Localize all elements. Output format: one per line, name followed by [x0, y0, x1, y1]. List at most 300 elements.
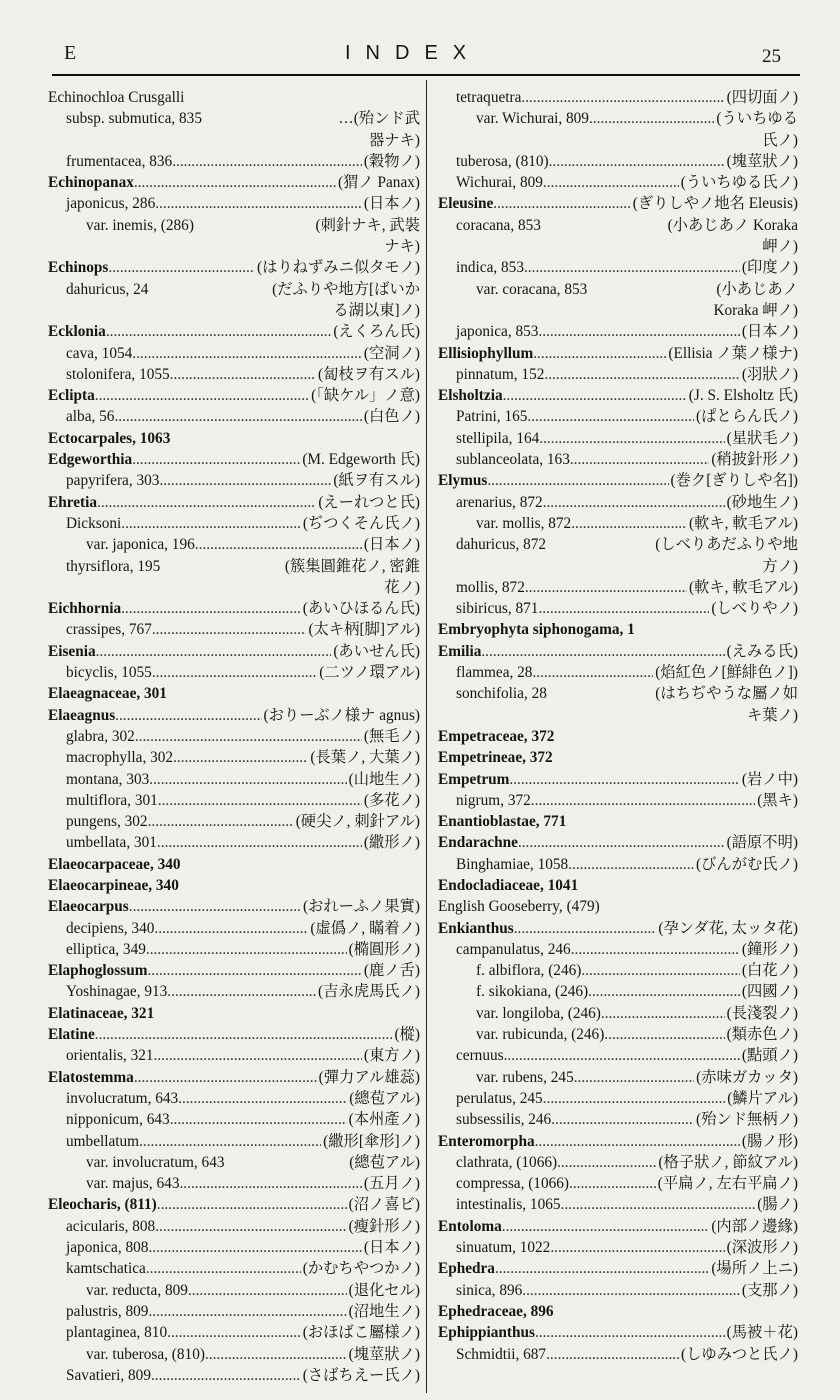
index-entry	[438, 1322, 798, 1343]
entry-gloss: (しべりやノ)	[711, 600, 798, 618]
entry-gloss: (沼地生ノ)	[348, 1302, 420, 1320]
index-entry	[48, 1109, 420, 1130]
dot-leader	[132, 343, 362, 364]
entry-gloss: (日本ノ)	[363, 536, 420, 554]
entry-gloss: (おりーぶノ様ナ agnus)	[263, 706, 420, 724]
entry-gloss: (さばちえー氏ノ)	[302, 1366, 420, 1384]
index-entry	[438, 364, 798, 385]
index-entry	[48, 769, 420, 790]
dot-leader	[538, 321, 739, 342]
dot-leader	[147, 960, 361, 981]
entry-term: Eleusine	[438, 195, 494, 213]
index-entry	[438, 1152, 798, 1173]
index-entry	[48, 108, 420, 129]
dot-leader	[132, 449, 300, 470]
entry-gloss: (硬尖ノ, 刺針アル)	[295, 813, 420, 831]
dot-leader	[135, 726, 362, 747]
index-entry	[48, 662, 420, 683]
index-entry	[48, 981, 420, 1002]
entry-term: Elsholtzia	[438, 387, 503, 405]
index-entry	[438, 811, 798, 832]
dot-leader	[173, 747, 308, 768]
entry-term: English Gooseberry, (479)	[438, 898, 600, 916]
entry-term: arenarius, 872	[456, 493, 543, 511]
leader-gap	[225, 1152, 348, 1173]
entry-term: glabra, 302	[66, 727, 135, 745]
entry-gloss: (二ツノ環アル)	[319, 664, 420, 682]
dot-leader	[543, 1088, 726, 1109]
index-entry	[48, 193, 420, 214]
entry-term: umbellata, 301	[66, 834, 157, 852]
dot-leader	[129, 896, 301, 917]
entry-term: sonchifolia, 28	[456, 685, 547, 703]
dot-leader	[188, 1280, 347, 1301]
dot-leader	[148, 1301, 346, 1322]
index-entry	[48, 918, 420, 939]
dot-leader	[155, 1216, 346, 1237]
entry-term: acicularis, 808	[66, 1217, 156, 1235]
entry-gloss: (ぢつくそん氏ノ)	[302, 514, 420, 532]
dot-leader	[549, 151, 725, 172]
entry-term: Elaphoglossum	[48, 962, 148, 980]
entry-term: Embryophyta siphonogama, 1	[438, 621, 635, 639]
index-entry	[48, 1301, 420, 1322]
header-rule	[52, 74, 800, 76]
entry-term: montana, 303	[66, 770, 150, 788]
index-entry	[438, 875, 798, 896]
entry-term: f. albiflora, (246)	[476, 962, 582, 980]
entry-term: var. majus, 643	[86, 1175, 180, 1193]
index-entry	[48, 406, 420, 427]
dot-leader	[509, 769, 740, 790]
entry-term: sinica, 896	[456, 1281, 523, 1299]
entry-term: Ephippianthus	[438, 1324, 535, 1342]
leader-gap	[547, 683, 653, 704]
index-entry	[438, 1088, 798, 1109]
entry-gloss: (かむちやつかノ)	[302, 1260, 420, 1278]
entry-gloss: (焰紅色ノ[鮮緋色ノ])	[655, 664, 798, 682]
entry-term: cava, 1054	[66, 344, 133, 362]
entry-gloss: (腸ノ)	[757, 1196, 798, 1214]
leader-gap	[194, 215, 314, 236]
dot-leader	[146, 939, 347, 960]
dot-leader	[574, 1067, 694, 1088]
entry-gloss: (空洞ノ)	[363, 344, 420, 362]
dot-leader	[524, 257, 740, 278]
entry-term: tuberosa, (810)	[456, 152, 549, 170]
entry-gloss: 方ノ)	[762, 557, 798, 575]
entry-gloss: (多花ノ)	[363, 791, 420, 809]
entry-term: Ectocarpales, 1063	[48, 429, 171, 447]
entry-gloss: (語原不明)	[726, 834, 798, 852]
dot-leader	[514, 918, 657, 939]
entry-term: japonica, 853	[456, 323, 539, 341]
entry-gloss: (日本ノ)	[363, 1239, 420, 1257]
index-entry	[48, 960, 420, 981]
dot-leader	[115, 705, 261, 726]
entry-term: japonica, 808	[66, 1239, 149, 1257]
entry-gloss: (匐枝ヲ有スル)	[318, 365, 420, 383]
entry-term: Echinops	[48, 259, 109, 277]
entry-gloss: (しべりあだふりや地	[655, 536, 798, 554]
entry-gloss: (しゆみつと氏ノ)	[681, 1345, 798, 1363]
index-entry	[48, 492, 420, 513]
entry-gloss: (ぎりしやノ地名 Eleusis)	[632, 195, 798, 213]
entry-term: Wichurai, 809	[456, 174, 543, 192]
index-entry-continuation	[438, 556, 798, 577]
entry-term: var. rubens, 245	[476, 1068, 574, 1086]
leader-gap	[160, 556, 283, 577]
index-entry	[48, 1067, 420, 1088]
entry-term: Entoloma	[438, 1217, 502, 1235]
entry-term: nipponicum, 643	[66, 1111, 170, 1129]
entry-gloss: (印度ノ)	[741, 259, 798, 277]
left-column	[48, 87, 420, 1386]
index-entry	[48, 257, 420, 278]
entry-term: Ehretia	[48, 493, 98, 511]
entry-term: sublanceolata, 163	[456, 451, 570, 469]
index-entry	[438, 1003, 798, 1024]
entry-gloss: (深波形ノ)	[726, 1239, 798, 1257]
index-entry	[48, 854, 420, 875]
leader-gap	[541, 215, 666, 236]
index-entry	[48, 279, 420, 300]
index-entry	[438, 470, 798, 491]
index-entry	[438, 854, 798, 875]
entry-term: var. tuberosa, (810)	[86, 1345, 205, 1363]
index-entry	[438, 1067, 798, 1088]
page-header	[0, 38, 840, 78]
index-entry	[438, 1109, 798, 1130]
dot-leader	[495, 1258, 709, 1279]
header-letter: E	[64, 42, 77, 64]
index-entry	[438, 641, 798, 662]
entry-gloss: (岩ノ中)	[741, 770, 798, 788]
entry-gloss: (軟キ, 軟毛アル)	[688, 514, 798, 532]
entry-term: Empetraceae, 372	[438, 727, 555, 745]
index-entry	[438, 1216, 798, 1237]
entry-term: clathrata, (1066)	[456, 1153, 558, 1171]
entry-gloss: (吉永虎馬氏ノ)	[318, 983, 420, 1001]
index-entry-continuation	[48, 300, 420, 321]
dot-leader	[533, 343, 666, 364]
entry-gloss: (塊莖狀ノ)	[726, 152, 798, 170]
index-entry	[48, 1045, 420, 1066]
entry-gloss: (無毛ノ)	[363, 727, 420, 745]
index-entry	[48, 1194, 420, 1215]
entry-term: sibiricus, 871	[456, 600, 539, 618]
entry-term: alba, 56	[66, 408, 115, 426]
dot-leader	[134, 1067, 317, 1088]
entry-gloss: (羽狀ノ)	[741, 365, 798, 383]
index-entry	[48, 151, 420, 172]
index-entry	[438, 960, 798, 981]
entry-gloss: (沼ノ喜ビ)	[348, 1196, 420, 1214]
entry-gloss: (彈力アル雄蕊)	[318, 1068, 420, 1086]
entry-gloss: ナキ)	[384, 238, 420, 256]
dot-leader	[532, 662, 653, 683]
index-entry	[438, 598, 798, 619]
index-entry	[48, 428, 420, 449]
dot-leader	[146, 1258, 301, 1279]
index-entry	[438, 1194, 798, 1215]
index-entry	[48, 875, 420, 896]
index-entry	[438, 534, 798, 555]
entry-term: var. japonica, 196	[86, 536, 195, 554]
entry-gloss: (橢圓形ノ)	[348, 940, 420, 958]
index-entry	[438, 492, 798, 513]
page-number: 25	[762, 46, 781, 67]
dot-leader	[155, 193, 362, 214]
entry-gloss: キ葉ノ)	[747, 706, 798, 724]
entry-term: Edgeworthia	[48, 451, 133, 469]
index-entry	[48, 1322, 420, 1343]
entry-term: plantaginea, 810	[66, 1324, 168, 1342]
entry-gloss: (支那ノ)	[741, 1281, 798, 1299]
index-entry	[48, 726, 420, 747]
dot-leader	[543, 172, 679, 193]
entry-gloss: (M. Edgeworth 氏)	[302, 451, 420, 469]
index-entry	[48, 1173, 420, 1194]
entry-gloss: 花ノ)	[384, 578, 420, 596]
entry-gloss: Koraka 岬ノ)	[713, 301, 798, 319]
dot-leader	[581, 960, 740, 981]
index-entry	[438, 1045, 798, 1066]
index-entry-continuation	[48, 130, 420, 151]
index-entry	[438, 385, 798, 406]
dot-leader	[179, 1173, 361, 1194]
index-entry	[48, 87, 420, 108]
index-entry	[48, 811, 420, 832]
index-entry	[438, 257, 798, 278]
entry-term: Elatinaceae, 321	[48, 1004, 155, 1022]
entry-gloss: 氏ノ)	[762, 131, 798, 149]
index-entry	[48, 1258, 420, 1279]
entry-gloss: (あいせん氏)	[333, 642, 420, 660]
index-entry	[438, 1131, 798, 1152]
index-entry-continuation	[48, 236, 420, 257]
entry-term: cernuus	[456, 1047, 504, 1065]
column-divider	[426, 80, 427, 1393]
dot-leader	[97, 492, 316, 513]
index-entry	[48, 598, 420, 619]
entry-term: multiflora, 301	[66, 791, 158, 809]
index-entry	[438, 172, 798, 193]
index-entry	[48, 215, 420, 236]
entry-term: Enantioblastae, 771	[438, 813, 567, 831]
entry-gloss: (虛僞ノ, 瞞着ノ)	[310, 919, 420, 937]
dot-leader	[95, 1024, 393, 1045]
entry-term: Elatostemma	[48, 1068, 134, 1086]
entry-gloss: (ういちゆる氏ノ)	[680, 174, 798, 192]
entry-term: compressa, (1066)	[456, 1175, 569, 1193]
index-entry	[438, 769, 798, 790]
entry-term: Echinopanax	[48, 174, 134, 192]
entry-term: thyrsiflora, 195	[66, 557, 161, 575]
index-entry	[48, 321, 420, 342]
index-entry	[438, 577, 798, 598]
entry-gloss: (簇集圓錐花ノ, 密錐	[284, 557, 420, 575]
entry-term: var. involucratum, 643	[86, 1153, 225, 1171]
dot-leader	[95, 385, 309, 406]
entry-term: subsessilis, 246	[456, 1111, 552, 1129]
entry-term: Binghamiae, 1058	[456, 855, 569, 873]
index-entry	[48, 385, 420, 406]
entry-gloss: (内部ノ邊緣)	[711, 1217, 798, 1235]
index-entry	[48, 1280, 420, 1301]
entry-term: dahuricus, 872	[456, 536, 547, 554]
index-entry	[438, 619, 798, 640]
entry-term: var. Wichurai, 809	[476, 110, 589, 128]
dot-leader	[535, 1131, 740, 1152]
dot-leader	[154, 918, 308, 939]
entry-term: var. inemis, (286)	[86, 216, 194, 234]
dot-leader	[502, 1216, 710, 1237]
entry-gloss: (紙ヲ有スル)	[333, 472, 420, 490]
entry-term: f. sikokiana, (246)	[476, 983, 589, 1001]
entry-term: indica, 853	[456, 259, 524, 277]
entry-term: Schmidtii, 687	[456, 1345, 547, 1363]
entry-gloss: (穀物ノ)	[363, 152, 420, 170]
entry-gloss: (ぱとらん氏ノ)	[696, 408, 798, 426]
index-entry	[438, 343, 798, 364]
dot-leader	[589, 108, 714, 129]
entry-gloss: (鐘形ノ)	[741, 940, 798, 958]
dot-leader	[106, 321, 332, 342]
entry-gloss: (太キ柄[脚]アル)	[308, 621, 420, 639]
entry-gloss: (小あじあノ Koraka	[667, 216, 798, 234]
index-entry	[438, 726, 798, 747]
dot-leader	[569, 1173, 656, 1194]
entry-term: involucratum, 643	[66, 1089, 179, 1107]
entry-term: Endocladiaceae, 1041	[438, 876, 579, 894]
entry-term: macrophylla, 302	[66, 749, 174, 767]
entry-term: Elaeagnaceae, 301	[48, 685, 167, 703]
entry-gloss: る湖以東]ノ)	[333, 301, 420, 319]
dot-leader	[134, 172, 336, 193]
index-entry	[48, 832, 420, 853]
entry-term: var. coracana, 853	[476, 280, 588, 298]
index-entry	[48, 1152, 420, 1173]
entry-gloss: (はちぢやうな屬ノ如	[655, 685, 798, 703]
dot-leader	[551, 1109, 694, 1130]
entry-term: flammea, 28	[456, 664, 533, 682]
entry-term: bicyclis, 1055	[66, 664, 152, 682]
index-entry	[48, 790, 420, 811]
dot-leader	[157, 832, 362, 853]
entry-term: Eclipta	[48, 387, 95, 405]
entry-term: Elymus	[438, 472, 488, 490]
entry-term: var. reducta, 809	[86, 1281, 188, 1299]
entry-term: var. longiloba, (246)	[476, 1004, 601, 1022]
entry-gloss: (殆ンド無柄ノ)	[696, 1111, 798, 1129]
entry-gloss: (えくろん氏)	[333, 323, 420, 341]
index-entry	[438, 108, 798, 129]
index-entry	[438, 981, 798, 1002]
index-entry	[48, 1003, 420, 1024]
entry-term: Dicksoni	[66, 514, 122, 532]
entry-gloss: (東方ノ)	[363, 1047, 420, 1065]
entry-term: Savatieri, 809	[66, 1366, 151, 1384]
entry-gloss: (黑キ)	[757, 791, 798, 809]
entry-gloss: (退化セル)	[348, 1281, 420, 1299]
index-entry	[48, 1216, 420, 1237]
entry-gloss: (山地生ノ)	[348, 770, 420, 788]
index-entry	[48, 939, 420, 960]
index-entry	[438, 1024, 798, 1045]
entry-gloss: (繖形ノ)	[363, 834, 420, 852]
leader-gap	[148, 279, 270, 300]
index-entry	[438, 279, 798, 300]
dot-leader	[493, 193, 630, 214]
entry-term: Elaeagnus	[48, 706, 116, 724]
entry-term: Empetrineae, 372	[438, 749, 553, 767]
index-entry	[438, 790, 798, 811]
dot-leader	[481, 641, 724, 662]
dot-leader	[535, 1322, 725, 1343]
dot-leader	[522, 1280, 740, 1301]
entry-gloss: (あいひほるん氏)	[302, 600, 420, 618]
dot-leader	[152, 662, 317, 683]
index-entry	[438, 513, 798, 534]
dot-leader	[152, 619, 307, 640]
index-entry	[438, 193, 798, 214]
dot-leader	[525, 577, 687, 598]
entry-gloss: (鹿ノ舌)	[363, 962, 420, 980]
dot-leader	[527, 406, 694, 427]
index-entry	[438, 215, 798, 236]
index-entry-continuation	[438, 705, 798, 726]
entry-term: crassipes, 767	[66, 621, 152, 639]
index-entry	[438, 1301, 798, 1322]
index-entry-continuation	[438, 130, 798, 151]
entry-gloss: (J. S. Elsholtz 氏)	[688, 387, 798, 405]
entry-gloss: (白花ノ)	[741, 962, 798, 980]
entry-gloss: (稍披針形ノ)	[711, 451, 798, 469]
entry-gloss: (軟キ, 軟毛アル)	[688, 578, 798, 596]
entry-term: Ephedraceae, 896	[438, 1302, 554, 1320]
right-column	[438, 87, 798, 1365]
index-entry	[438, 896, 798, 917]
index-entry-continuation	[438, 300, 798, 321]
dot-leader	[170, 364, 316, 385]
entry-gloss: (點頭ノ)	[741, 1047, 798, 1065]
entry-term: orientalis, 321	[66, 1047, 154, 1065]
dot-leader	[571, 513, 687, 534]
index-entry	[48, 619, 420, 640]
dot-leader	[550, 1237, 724, 1258]
entry-gloss: (格子狀ノ, 節紋アル)	[658, 1153, 798, 1171]
dot-leader	[588, 981, 740, 1002]
entry-term: Eisenia	[48, 642, 96, 660]
entry-term: Ecklonia	[48, 323, 106, 341]
entry-gloss: (長葉ノ, 大葉ノ)	[310, 749, 420, 767]
entry-gloss: (鱗片アル)	[727, 1089, 798, 1107]
entry-term: sinuatum, 1022	[456, 1239, 551, 1257]
index-entry	[48, 1088, 420, 1109]
dot-leader	[108, 257, 255, 278]
entry-gloss: (だふりや地方[ばいか	[272, 280, 420, 298]
entry-term: decipiens, 340	[66, 919, 155, 937]
entry-term: var. rubicunda, (246)	[476, 1026, 605, 1044]
dot-leader	[570, 449, 709, 470]
index-entry	[48, 1237, 420, 1258]
index-entry	[48, 556, 420, 577]
entry-gloss: …(殆ンド武	[338, 110, 420, 128]
dot-leader	[195, 534, 362, 555]
dot-leader	[601, 1003, 725, 1024]
index-entry	[438, 428, 798, 449]
